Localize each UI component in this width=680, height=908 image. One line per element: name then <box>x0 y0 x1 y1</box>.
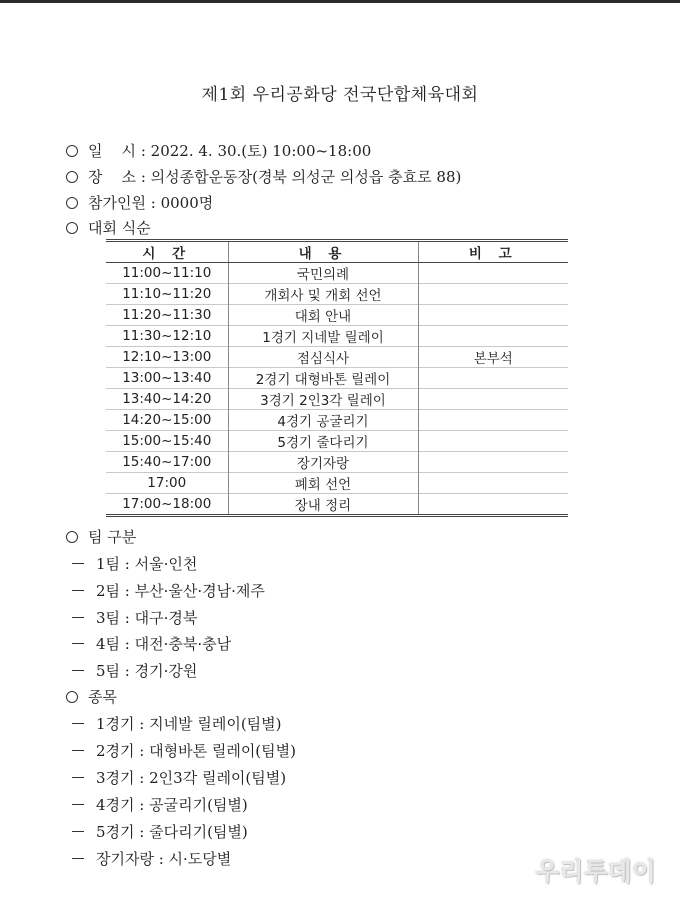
info-value: 의성종합운동장(경북 의성군 의성읍 충효로 88) <box>150 168 462 186</box>
circle-bullet-icon <box>66 145 78 157</box>
table-row <box>106 473 568 494</box>
info-label: 장 소 <box>88 168 137 186</box>
cell-note <box>418 410 568 431</box>
list-item <box>66 580 265 601</box>
cell-time: 11:30~12:10 <box>106 326 228 347</box>
cell-note <box>418 431 568 452</box>
info-label: 일 시 <box>88 142 137 160</box>
list-item <box>66 821 248 842</box>
cell-time: 14:20~15:00 <box>106 410 228 431</box>
list-item <box>66 767 286 788</box>
table-row <box>106 263 568 284</box>
circle-bullet-icon <box>66 691 78 703</box>
info-value: 0000명 <box>160 194 214 212</box>
cell-time: 17:00~18:00 <box>106 494 228 516</box>
cell-time: 17:00 <box>106 473 228 494</box>
cell-note <box>418 263 568 284</box>
schedule-table <box>106 239 568 517</box>
events-heading-label: 종목 <box>88 688 117 706</box>
header-time: 시 간 <box>106 241 228 263</box>
dash-bullet-icon <box>72 723 84 725</box>
cell-content: 폐회 선언 <box>228 473 418 494</box>
dash-bullet-icon <box>72 643 84 645</box>
cell-content: 2경기 대형바톤 릴레이 <box>228 368 418 389</box>
cell-note <box>418 368 568 389</box>
team-text: 2팀 : 부산·울산·경남·제주 <box>96 582 265 600</box>
circle-bullet-icon <box>66 171 78 183</box>
cell-content: 대회 안내 <box>228 305 418 326</box>
dash-bullet-icon <box>72 777 84 779</box>
event-text: 2경기 : 대형바톤 릴레이(팀별) <box>96 742 296 760</box>
document-title: 제1회 우리공화당 전국단합체육대회 <box>201 85 479 105</box>
schedule-header-row <box>106 241 568 263</box>
list-item <box>66 553 197 574</box>
cell-content: 개회사 및 개회 선언 <box>228 284 418 305</box>
list-item <box>66 713 282 734</box>
schedule-heading <box>66 217 151 238</box>
event-text: 4경기 : 공굴리기(팀별) <box>96 796 248 814</box>
team-text: 4팀 : 대전·충북·충남 <box>96 635 232 653</box>
info-date: 일 시 : 2022. 4. 30.(토) 10:00~18:00 <box>66 140 371 161</box>
event-text: 3경기 : 2인3각 릴레이(팀별) <box>96 769 287 787</box>
event-text: 장기자랑 : 시·도당별 <box>96 850 232 868</box>
event-text: 5경기 : 줄다리기(팀별) <box>96 823 248 841</box>
circle-bullet-icon <box>66 531 78 543</box>
table-row <box>106 305 568 326</box>
table-row <box>106 452 568 473</box>
cell-note <box>418 389 568 410</box>
cell-time: 11:00~11:10 <box>106 263 228 284</box>
list-item <box>66 633 231 654</box>
table-row <box>106 410 568 431</box>
header-note: 비 고 <box>418 241 568 263</box>
cell-note <box>418 326 568 347</box>
table-row <box>106 494 568 516</box>
dash-bullet-icon <box>72 563 84 565</box>
dash-bullet-icon <box>72 617 84 619</box>
list-item <box>66 848 231 869</box>
cell-note <box>418 494 568 516</box>
header-content: 내 용 <box>228 241 418 263</box>
dash-bullet-icon <box>72 750 84 752</box>
cell-content: 4경기 공굴리기 <box>228 410 418 431</box>
table-row <box>106 389 568 410</box>
event-text: 1경기 : 지네발 릴레이(팀별) <box>96 715 282 733</box>
cell-note <box>418 284 568 305</box>
events-heading <box>66 686 117 707</box>
teams-heading-label: 팀 구분 <box>88 528 137 546</box>
cell-note <box>418 452 568 473</box>
cell-time: 13:00~13:40 <box>106 368 228 389</box>
cell-time: 15:00~15:40 <box>106 431 228 452</box>
cell-time: 11:20~11:30 <box>106 305 228 326</box>
cell-time: 12:10~13:00 <box>106 347 228 368</box>
dash-bullet-icon <box>72 670 84 672</box>
cell-note <box>418 473 568 494</box>
table-row <box>106 347 568 368</box>
info-label: 참가인원 <box>88 194 146 212</box>
cell-time: 13:40~14:20 <box>106 389 228 410</box>
table-row <box>106 326 568 347</box>
dash-bullet-icon <box>72 858 84 860</box>
teams-heading <box>66 526 136 547</box>
watermark-logo: 우리투데이 <box>535 857 656 886</box>
circle-bullet-icon <box>66 197 78 209</box>
list-item <box>66 660 197 681</box>
cell-content: 1경기 지네발 릴레이 <box>228 326 418 347</box>
top-border <box>0 0 680 3</box>
schedule-heading-label: 대회 식순 <box>88 219 151 237</box>
info-value: 2022. 4. 30.(토) 10:00~18:00 <box>150 142 372 160</box>
cell-time: 15:40~17:00 <box>106 452 228 473</box>
cell-content: 5경기 줄다리기 <box>228 431 418 452</box>
dash-bullet-icon <box>72 590 84 592</box>
dash-bullet-icon <box>72 804 84 806</box>
team-text: 1팀 : 서울·인천 <box>96 555 198 573</box>
table-row <box>106 368 568 389</box>
info-participants: 참가인원 : 0000명 <box>66 192 213 213</box>
list-item <box>66 794 248 815</box>
cell-content: 점심식사 <box>228 347 418 368</box>
cell-content: 장기자랑 <box>228 452 418 473</box>
cell-content: 장내 정리 <box>228 494 418 516</box>
cell-content: 3경기 2인3각 릴레이 <box>228 389 418 410</box>
cell-note: 본부석 <box>418 347 568 368</box>
cell-note <box>418 305 568 326</box>
team-text: 5팀 : 경기·강원 <box>96 662 198 680</box>
circle-bullet-icon <box>66 222 78 234</box>
cell-content: 국민의례 <box>228 263 418 284</box>
list-item <box>66 740 296 761</box>
cell-time: 11:10~11:20 <box>106 284 228 305</box>
list-item <box>66 607 197 628</box>
table-row <box>106 431 568 452</box>
dash-bullet-icon <box>72 831 84 833</box>
table-row <box>106 284 568 305</box>
info-venue: 장 소 : 의성종합운동장(경북 의성군 의성읍 충효로 88) <box>66 166 461 187</box>
team-text: 3팀 : 대구·경북 <box>96 609 198 627</box>
